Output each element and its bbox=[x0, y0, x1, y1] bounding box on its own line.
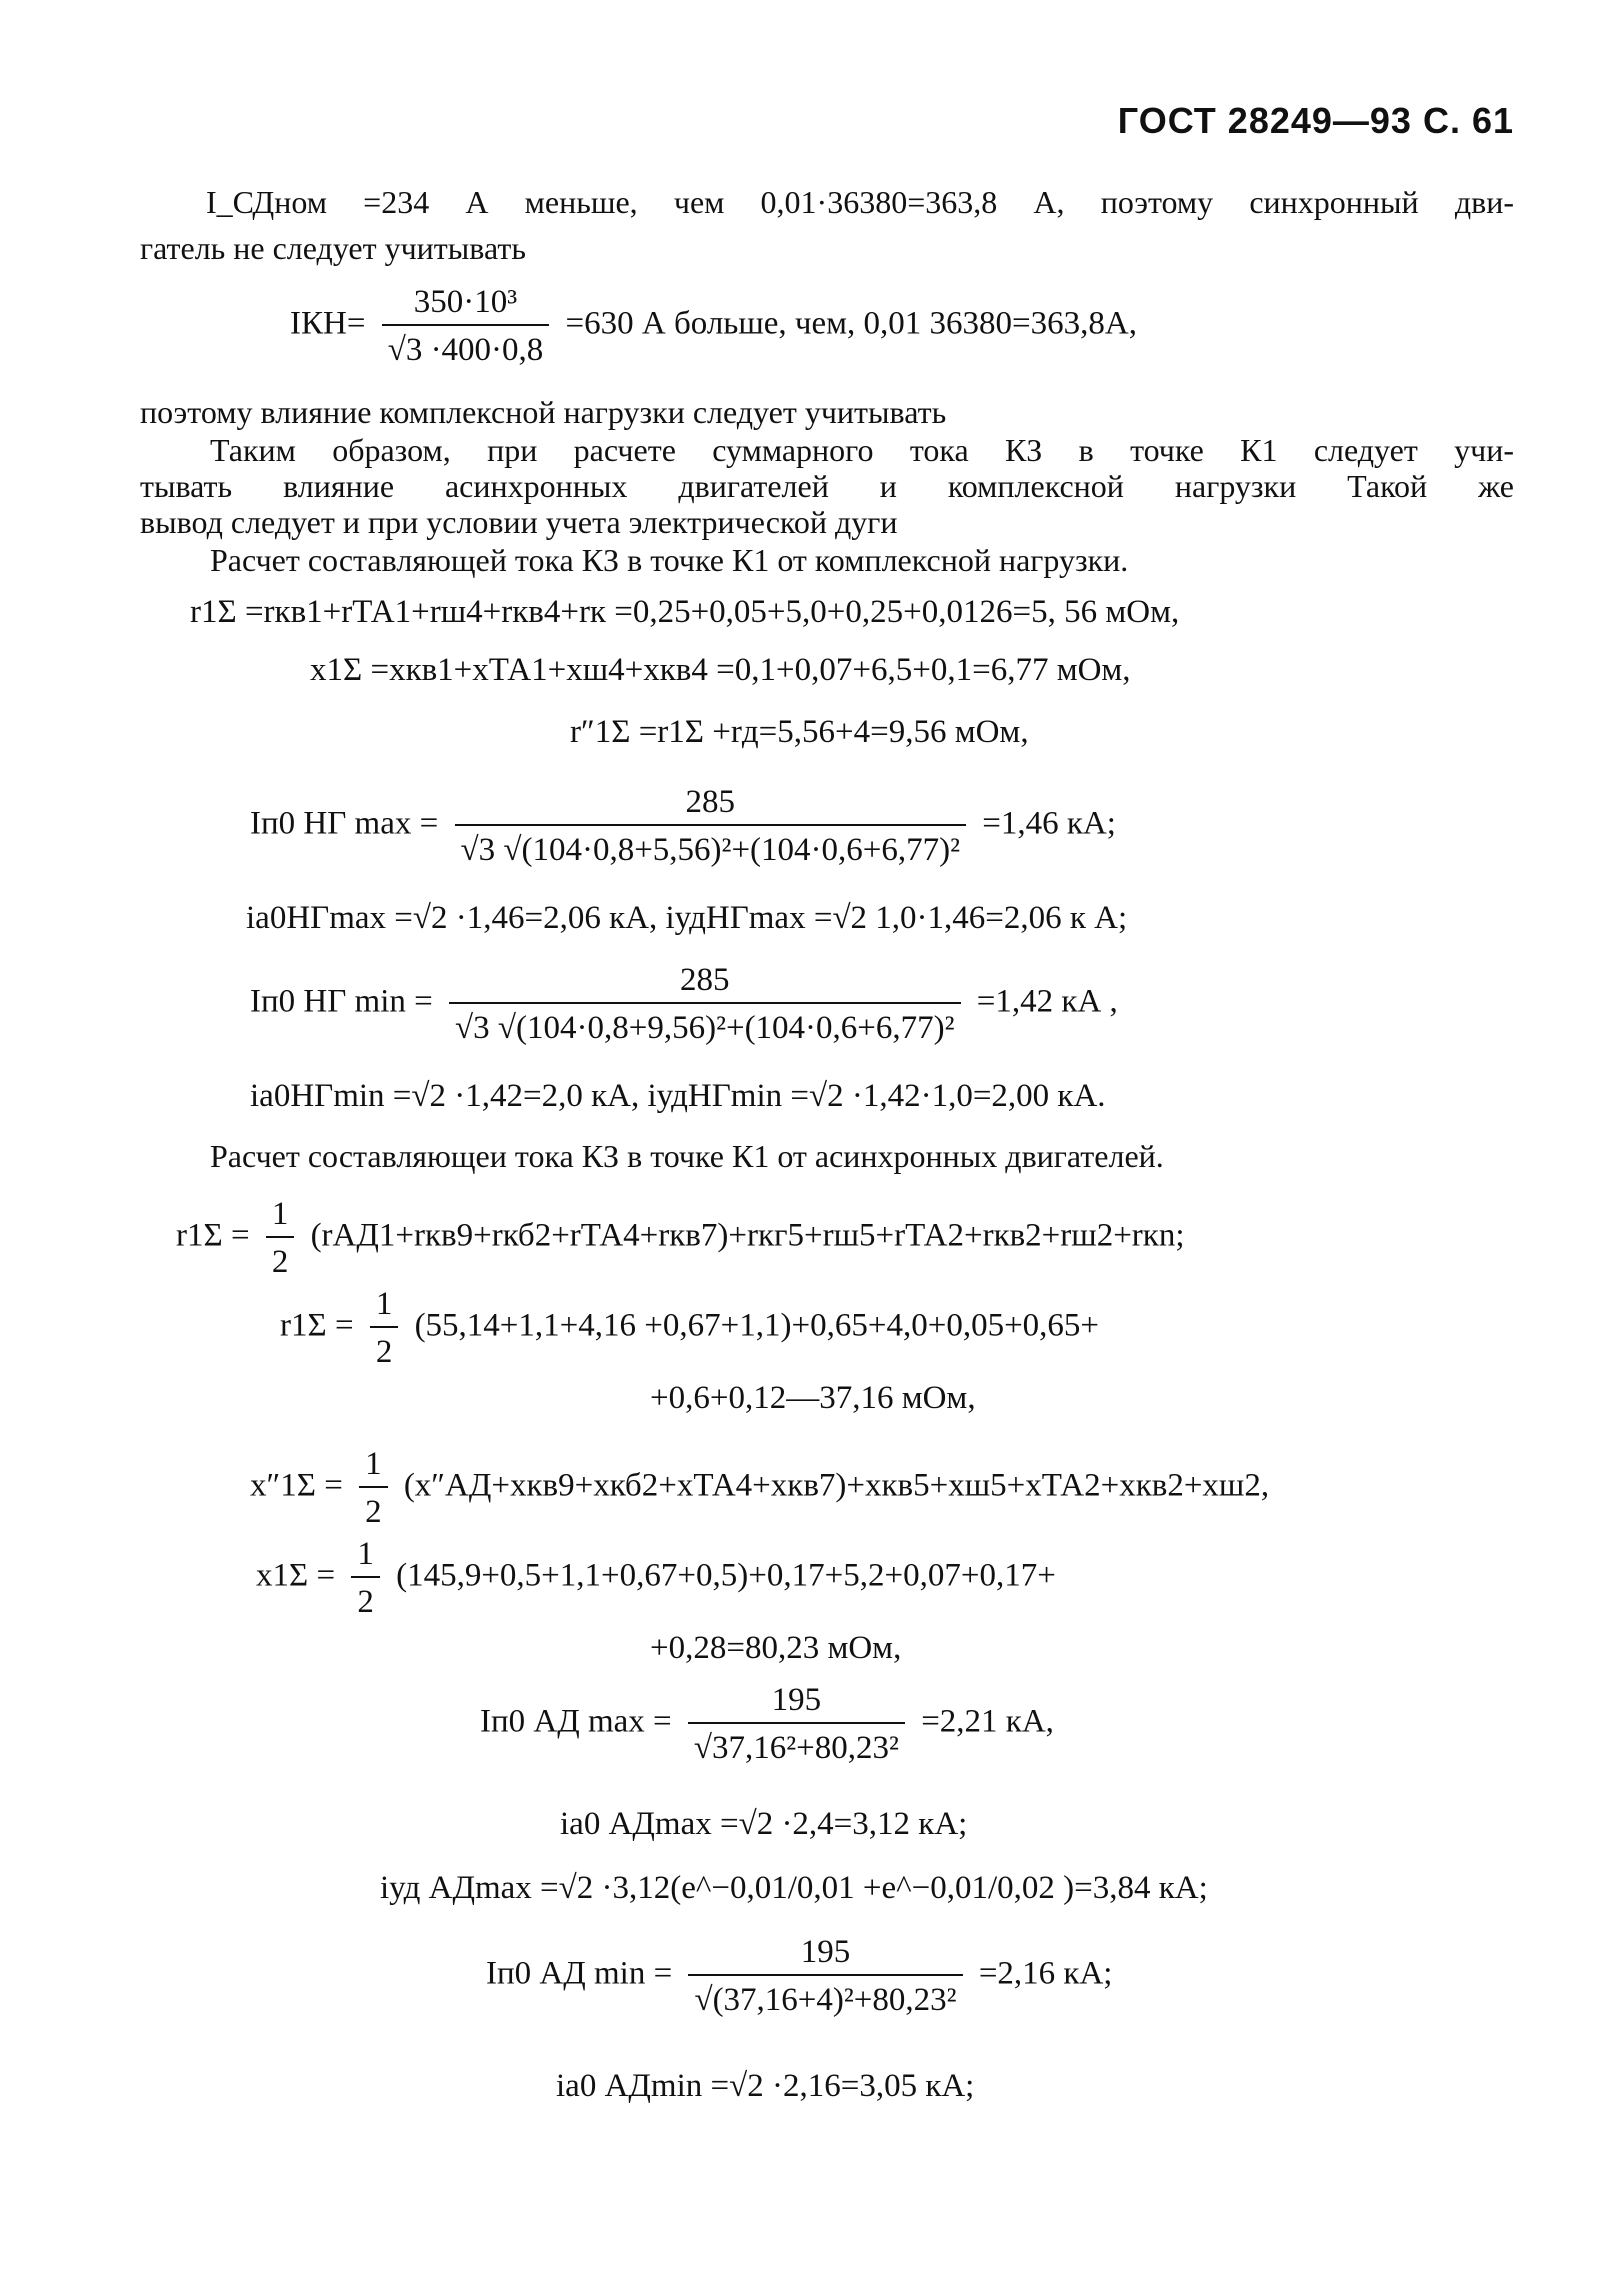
text-line: вывод следует и при условии учета электрической дуги bbox=[140, 504, 898, 540]
fraction-numerator: 350·10³ bbox=[413, 284, 518, 320]
text-line: Расчет составляющеи тока КЗ в точке К1 от асинхронных двигателей. bbox=[210, 1138, 1164, 1174]
fraction-numerator: 285 bbox=[685, 784, 736, 820]
fraction bbox=[266, 1194, 295, 1282]
formula-line: r″1Σ =r1Σ +rд=5,56+4=9,56 мОм, bbox=[570, 714, 1029, 750]
formula-rhs: =1,46 кА; bbox=[982, 805, 1116, 842]
formula-rhs: (rАД1+rкв9+rкб2+rТА4+rкв7)+rкг5+rш5+rТА2+rкв2+rш2+rкn; bbox=[310, 1217, 1185, 1254]
formula-line: iуд АДmax =√2 ·3,12(e^−0,01/0,01 +e^−0,01/0,02 )=3,84 кА; bbox=[380, 1870, 1208, 1906]
fraction bbox=[688, 1932, 962, 2020]
text-line: тывать влияние асинхронных двигателей и комплексной нагрузки Такой же bbox=[140, 468, 1514, 504]
formula-line: +0,6+0,12—37,16 мОм, bbox=[650, 1380, 976, 1416]
formula-x1-values bbox=[256, 1534, 1056, 1622]
formula-rhs: =1,42 кА , bbox=[976, 983, 1118, 1020]
fraction bbox=[370, 1284, 399, 1372]
fraction bbox=[359, 1444, 388, 1532]
formula-rhs: =2,21 кА, bbox=[921, 1703, 1054, 1740]
formula-line: ia0 АДmin =√2 ·2,16=3,05 кА; bbox=[556, 2068, 975, 2104]
fraction-denominator: 2 bbox=[370, 1326, 399, 1372]
fraction bbox=[351, 1534, 380, 1622]
text-line: I_СДном =234 А меньше, чем 0,01·36380=363,8 А, поэтому синхронный дви- bbox=[206, 184, 1514, 220]
formula-lhs: Iп0 НГ min = bbox=[250, 983, 433, 1020]
formula-lhs: x″1Σ = bbox=[250, 1467, 343, 1504]
text-line: Таким образом, при расчете суммарного тока КЗ в точке К1 следует учи- bbox=[210, 432, 1514, 468]
formula-ikn bbox=[290, 282, 1137, 370]
fraction bbox=[455, 782, 967, 870]
formula-rhs: =630 А больше, чем, 0,01 36380=363,8А, bbox=[565, 305, 1137, 342]
formula-lhs: x1Σ = bbox=[256, 1557, 336, 1594]
formula-line: ia0 АДmax =√2 ·2,4=3,12 кА; bbox=[560, 1806, 968, 1842]
formula-lhs: Iп0 НГ max = bbox=[250, 805, 439, 842]
fraction-numerator: 1 bbox=[271, 1196, 289, 1232]
page-header: ГОСТ 28249—93 С. 61 bbox=[1117, 100, 1514, 141]
formula-r1-values bbox=[280, 1284, 1099, 1372]
fraction-denominator: √37,16²+80,23² bbox=[688, 1722, 905, 1768]
fraction-denominator: 2 bbox=[351, 1576, 380, 1622]
formula-rhs: (x″АД+xкв9+xкб2+xТА4+xкв7)+xкв5+xш5+xТА2+xкв2+xш2, bbox=[403, 1467, 1270, 1504]
fraction-numerator: 1 bbox=[365, 1446, 382, 1482]
formula-lhs: r1Σ = bbox=[176, 1217, 250, 1254]
formula-ip0-ng-min bbox=[250, 960, 1118, 1048]
text-line: гатель не следует учитывать bbox=[140, 230, 526, 266]
formula-line: r1Σ =rкв1+rТА1+rш4+rкв4+rк =0,25+0,05+5,0+0,25+0,0126=5, 56 мОм, bbox=[190, 594, 1180, 630]
fraction bbox=[382, 282, 550, 370]
fraction-numerator: 285 bbox=[680, 962, 730, 998]
formula-rhs: =2,16 кА; bbox=[978, 1955, 1113, 1992]
formula-lhs: r1Σ = bbox=[280, 1307, 354, 1344]
fraction-numerator: 195 bbox=[771, 1682, 822, 1718]
formula-line: x1Σ =xкв1+xТА1+xш4+xкв4 =0,1+0,07+6,5+0,1=6,77 мОм, bbox=[310, 652, 1131, 688]
fraction bbox=[449, 960, 961, 1048]
text-line: поэтому влияние комплексной нагрузки следует учитывать bbox=[140, 394, 947, 430]
formula-lhs: Iп0 АД min = bbox=[486, 1955, 673, 1992]
formula-lhs: IКН= bbox=[290, 305, 366, 342]
formula-r1-general bbox=[176, 1194, 1185, 1282]
fraction-denominator: √(37,16+4)²+80,23² bbox=[688, 1974, 962, 2020]
fraction-denominator: √3 √(104·0,8+9,56)²+(104·0,6+6,77)² bbox=[449, 1002, 961, 1048]
fraction-numerator: 195 bbox=[800, 1934, 851, 1970]
text-line: Расчет составляющей тока КЗ в точке К1 от комплексной нагрузки. bbox=[210, 542, 1129, 578]
formula-ip0-ng-max bbox=[250, 782, 1116, 870]
fraction-denominator: √3 √(104·0,8+5,56)²+(104·0,6+6,77)² bbox=[455, 824, 967, 870]
formula-lhs: Iп0 АД max = bbox=[480, 1703, 672, 1740]
fraction-numerator: 1 bbox=[357, 1536, 374, 1572]
fraction-denominator: 2 bbox=[266, 1236, 295, 1282]
fraction bbox=[688, 1680, 905, 1768]
formula-x1-general bbox=[250, 1444, 1269, 1532]
formula-rhs: (145,9+0,5+1,1+0,67+0,5)+0,17+5,2+0,07+0,17+ bbox=[396, 1557, 1056, 1594]
formula-ip0-ad-max bbox=[480, 1680, 1054, 1768]
formula-line: ia0НГmin =√2 ·1,42=2,0 кА, iудНГmin =√2 ·1,42·1,0=2,00 кА. bbox=[250, 1078, 1106, 1114]
fraction-numerator: 1 bbox=[375, 1286, 393, 1322]
formula-line: +0,28=80,23 мОм, bbox=[650, 1630, 902, 1666]
formula-line: ia0НГmax =√2 ·1,46=2,06 кА, iудНГmax =√2 1,0·1,46=2,06 к А; bbox=[246, 900, 1128, 936]
fraction-denominator: √3 ·400·0,8 bbox=[382, 324, 550, 370]
fraction-denominator: 2 bbox=[359, 1486, 388, 1532]
formula-ip0-ad-min bbox=[486, 1932, 1112, 2020]
formula-rhs: (55,14+1,1+4,16 +0,67+1,1)+0,65+4,0+0,05+0,65+ bbox=[414, 1307, 1100, 1344]
